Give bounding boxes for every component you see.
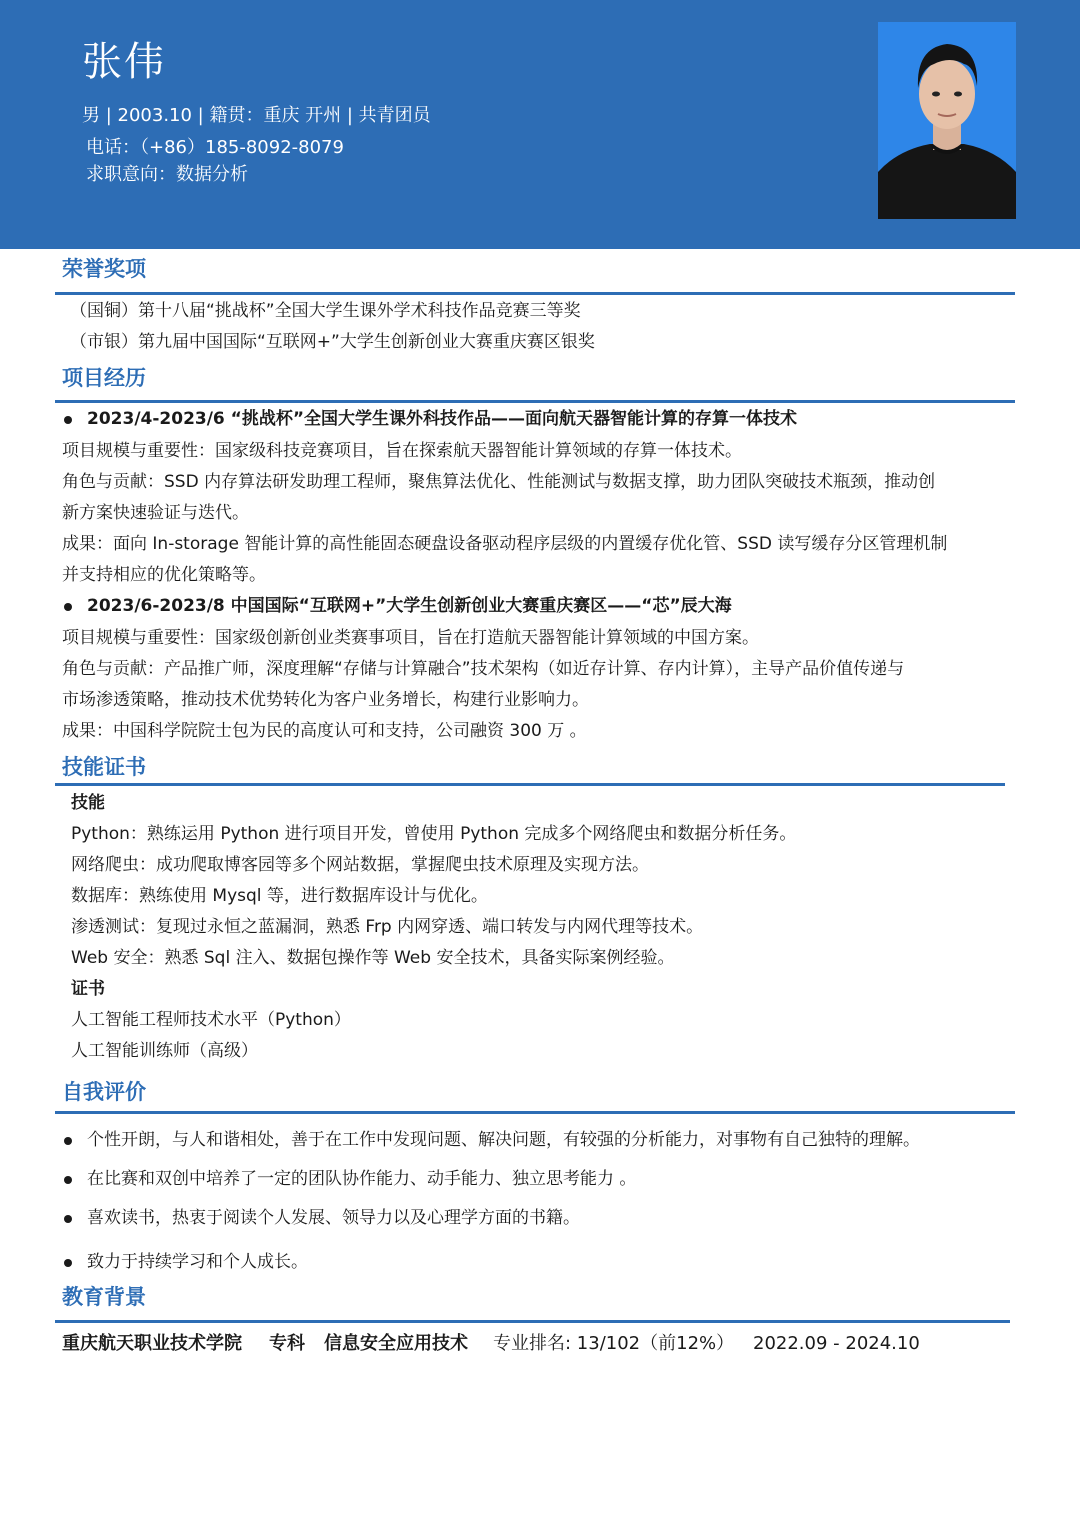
bullet-icon [64, 1137, 72, 1145]
project-line: 成果：面向 In-storage 智能计算的高性能固态硬盘设备驱动程序层级的内置缓存优化管、SSD 读写缓存分区管理机制 [62, 534, 948, 554]
project-line: 新方案快速验证与迭代。 [62, 503, 249, 523]
section-divider [55, 1320, 1010, 1323]
job-intent: 求职意向：数据分析 [86, 164, 248, 185]
phone-number: 电话：（+86）185-8092-8079 [86, 137, 344, 158]
cert-item: 人工智能工程师技术水平（Python） [71, 1010, 351, 1030]
self-eval-item: 个性开朗，与人和谐相处，善于在工作中发现问题、解决问题，有较强的分析能力，对事物有自己独特的理解。 [87, 1130, 920, 1150]
section-divider [55, 783, 1005, 786]
skill-item: 渗透测试：复现过永恒之蓝漏洞，熟悉 Frp 内网穿透、端口转发与内网代理等技术。 [71, 917, 704, 937]
project-line: 市场渗透策略，推动技术优势转化为客户业务增长，构建行业影响力。 [62, 690, 589, 710]
section-divider [55, 1111, 1015, 1114]
project-line: 成果：中国科学院院士包为民的高度认可和支持，公司融资 300 万 。 [62, 721, 587, 741]
skill-item: 网络爬虫：成功爬取博客园等多个网站数据，掌握爬虫技术原理及实现方法。 [71, 855, 649, 875]
section-title-self-eval: 自我评价 [62, 1080, 146, 1104]
bullet-icon [64, 1259, 72, 1267]
resume-header [0, 0, 1080, 249]
certs-subheading: 证书 [71, 979, 105, 999]
bullet-icon [64, 1176, 72, 1184]
honor-item: （市银）第九届中国国际“互联网+”大学生创新创业大赛重庆赛区银奖 [70, 332, 595, 352]
section-title-honors: 荣誉奖项 [62, 257, 146, 281]
bullet-icon [64, 1215, 72, 1223]
project-heading: 2023/6-2023/8 中国国际“互联网+”大学生创新创业大赛重庆赛区——“芯”辰大海 [87, 596, 732, 616]
major-name: 信息安全应用技术 [324, 1333, 468, 1354]
project-line: 角色与贡献：产品推广师，深度理解“存储与计算融合”技术架构（如近存计算、存内计算），主导产品价值传递与 [62, 659, 905, 679]
self-eval-item: 致力于持续学习和个人成长。 [87, 1252, 308, 1272]
section-title-projects: 项目经历 [62, 366, 146, 390]
bullet-icon [64, 603, 72, 611]
major-rank: 专业排名: 13/102（前12%） [493, 1333, 735, 1354]
degree-level: 专科 [269, 1333, 305, 1354]
study-period: 2022.09 - 2024.10 [753, 1333, 920, 1354]
project-line: 项目规模与重要性：国家级科技竞赛项目，旨在探索航天器智能计算领域的存算一体技术。 [62, 441, 742, 461]
school-name: 重庆航天职业技术学院 [62, 1333, 242, 1354]
bullet-icon [64, 416, 72, 424]
project-line: 并支持相应的优化策略等。 [62, 565, 266, 585]
project-line: 角色与贡献：SSD 内存算法研发助理工程师，聚焦算法优化、性能测试与数据支撑，助力团队突破技术瓶颈，推动创 [62, 472, 936, 492]
section-title-education: 教育背景 [62, 1285, 146, 1309]
skill-item: 数据库：熟练使用 Mysql 等，进行数据库设计与优化。 [71, 886, 488, 906]
skill-item: Web 安全：熟悉 Sql 注入、数据包操作等 Web 安全技术，具备实际案例经验。 [71, 948, 675, 968]
self-eval-item: 在比赛和双创中培养了一定的团队协作能力、动手能力、独立思考能力 。 [87, 1169, 637, 1189]
cert-item: 人工智能训练师（高级） [71, 1041, 258, 1061]
skill-item: Python：熟练运用 Python 进行项目开发，曾使用 Python 完成多个网络爬虫和数据分析任务。 [71, 824, 797, 844]
section-title-skills: 技能证书 [62, 755, 146, 779]
section-divider [55, 292, 1015, 295]
person-portrait-icon [878, 22, 1016, 219]
honor-item: （国铜）第十八届“挑战杯”全国大学生课外学术科技作品竞赛三等奖 [70, 301, 581, 321]
project-line: 项目规模与重要性：国家级创新创业类赛事项目，旨在打造航天器智能计算领域的中国方案。 [62, 628, 759, 648]
skills-subheading: 技能 [71, 793, 105, 813]
profile-photo [878, 22, 1016, 219]
basic-info: 男 | 2003.10 | 籍贯：重庆 开州 | 共青团员 [82, 105, 431, 126]
section-divider [55, 400, 1015, 403]
project-heading: 2023/4-2023/6 “挑战杯”全国大学生课外科技作品——面向航天器智能计算的存算一体技术 [87, 409, 798, 429]
candidate-name: 张伟 [82, 39, 166, 85]
self-eval-item: 喜欢读书，热衷于阅读个人发展、领导力以及心理学方面的书籍。 [87, 1208, 580, 1228]
